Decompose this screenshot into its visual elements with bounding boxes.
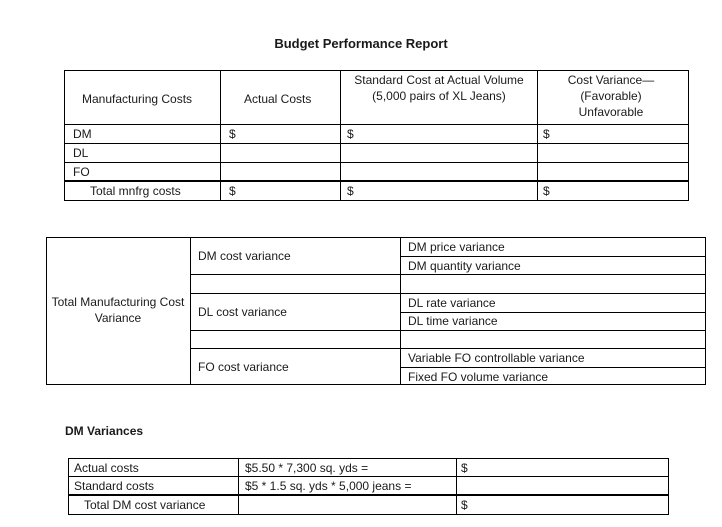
row-total-standard[interactable]: $ [347, 184, 354, 198]
dm-standard-costs-label: Standard costs [74, 479, 155, 493]
header-actual-costs: Actual Costs [244, 92, 312, 106]
row-dm-actual[interactable]: $ [229, 127, 236, 141]
fixed-fo-volume-label: Fixed FO volume variance [408, 370, 549, 384]
dl-rate-variance-label: DL rate variance [408, 296, 496, 310]
dm-quantity-variance-label: DM quantity variance [408, 259, 521, 273]
dm-actual-costs-amount[interactable]: $ [461, 461, 468, 475]
row-total-actual[interactable]: $ [229, 184, 236, 198]
header-manufacturing-costs: Manufacturing Costs [82, 92, 193, 106]
report-title: Budget Performance Report [274, 36, 448, 51]
dl-cost-variance-label: DL cost variance [198, 305, 287, 319]
dm-standard-costs-formula: $5 * 1.5 sq. yds * 5,000 jeans = [245, 479, 412, 493]
row-dm-standard[interactable]: $ [347, 127, 354, 141]
row-total-label: Total mnfrg costs [90, 184, 181, 198]
dm-total-variance-label: Total DM cost variance [84, 498, 206, 512]
dm-cost-variance-label: DM cost variance [198, 249, 291, 263]
row-dl-label: DL [73, 146, 89, 160]
row-dm-variance[interactable]: $ [543, 127, 550, 141]
dm-variances-title: DM Variances [65, 424, 144, 438]
fo-cost-variance-label: FO cost variance [198, 360, 289, 374]
row-fo-label: FO [73, 165, 90, 179]
dl-time-variance-label: DL time variance [408, 314, 498, 328]
dm-total-variance-amount[interactable]: $ [461, 498, 468, 512]
dm-actual-costs-label: Actual costs [74, 461, 139, 475]
header-cost-variance: Cost Variance— (Favorable) Unfavorable [567, 73, 655, 119]
row-total-variance[interactable]: $ [543, 184, 550, 198]
total-mfg-variance-label: Total Manufacturing Cost Variance [51, 295, 185, 325]
dm-actual-costs-formula: $5.50 * 7,300 sq. yds = [245, 461, 369, 475]
variable-fo-controllable-label: Variable FO controllable variance [408, 351, 585, 365]
header-standard-cost: Standard Cost at Actual Volume (5,000 pairs of XL Jeans) [354, 73, 524, 103]
dm-price-variance-label: DM price variance [408, 240, 505, 254]
row-dm-label: DM [73, 127, 92, 141]
